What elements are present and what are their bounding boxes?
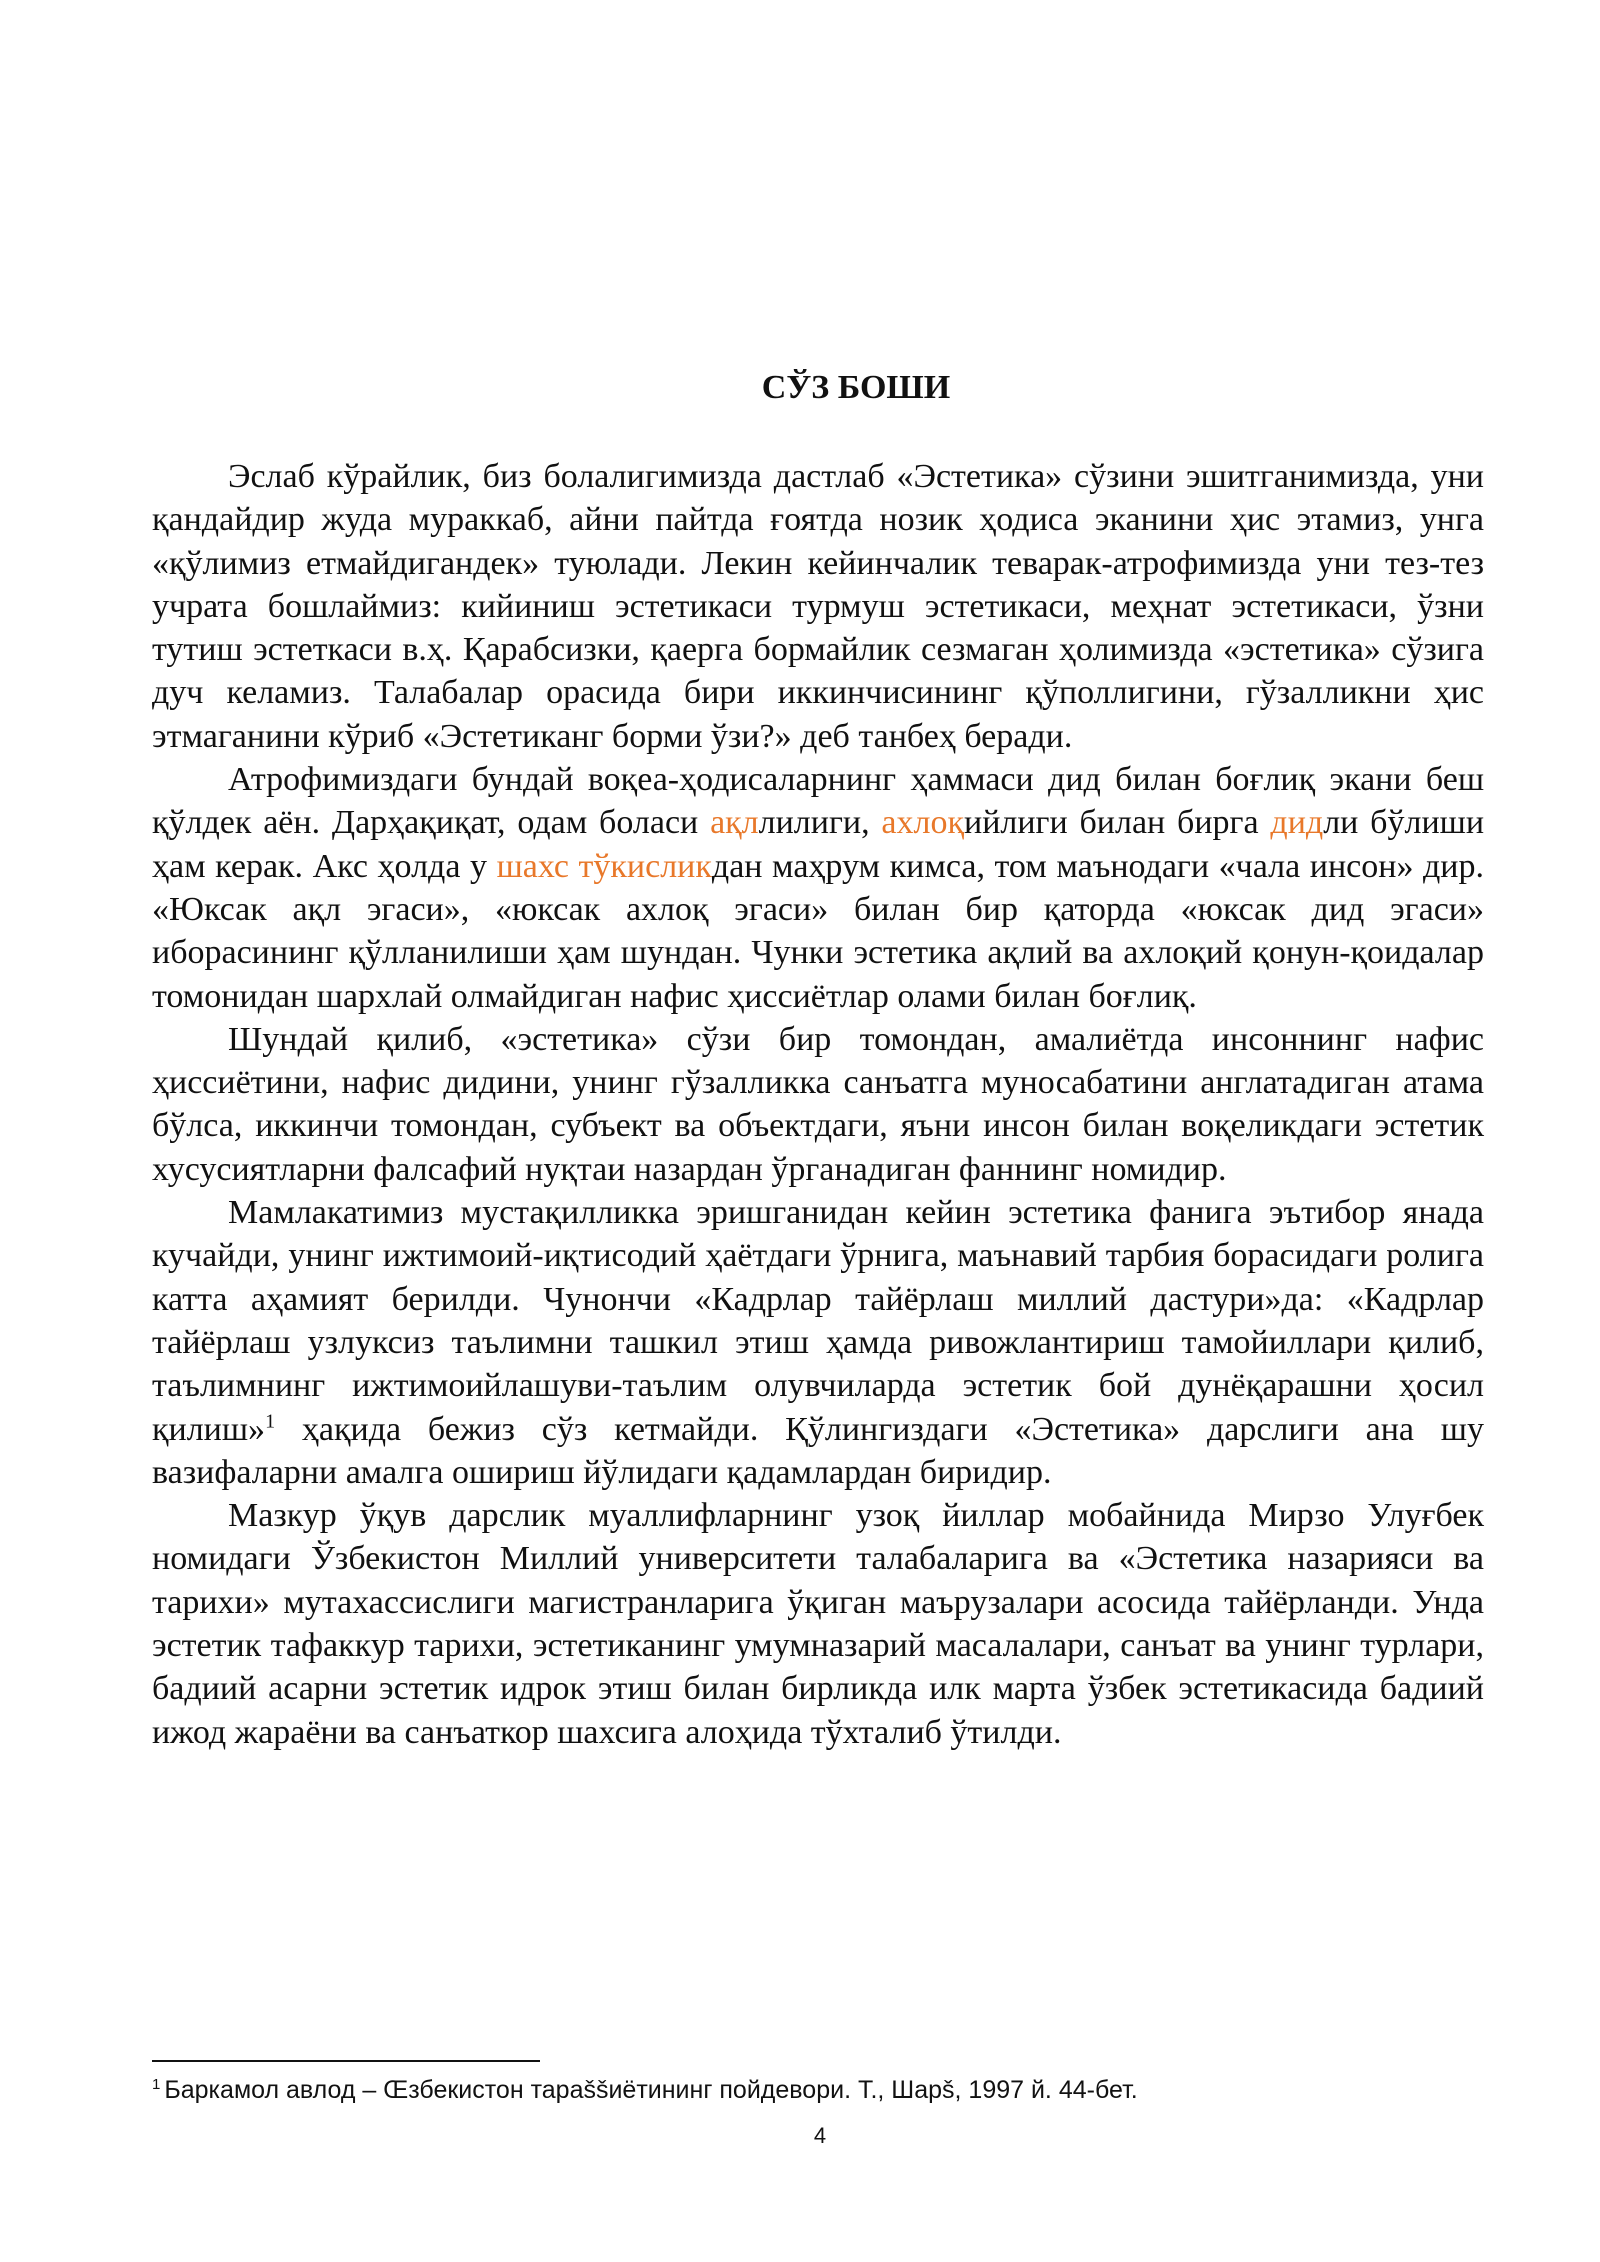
highlight-shaxs-tukislik: шахс тўкислик	[496, 847, 712, 885]
paragraph-2-text: лилиги,	[758, 804, 882, 842]
highlight-aql: ақл	[710, 804, 759, 842]
paragraph-2-text: Атрофимиздаги бундай воқеа-ҳодисаларнинг ҳаммаси дид билан боғлиқ экани беш қўлдек аён. Дарҳақиқат, одам боласи	[152, 761, 1484, 842]
paragraph-2-text: ийлиги билан бирга	[964, 804, 1271, 842]
paragraph-2-text: дан маҳрум кимса, том маънодаги «чала инсон» дир. «Юксак ақл эгаси», «юксак ахлоқ эгаси» билан бир қаторда «юксак дид эгаси» иборасининг қўлланилиши ҳам шундан. Чунки эстетика ақлий ва ахлоқий қонун-қоидалар томонидан шархлай олмайдиган нафис ҳиссиётлар олами билан боғлиқ.	[152, 847, 1485, 1015]
paragraph-2-text: ли бўлиши ҳам керак. Акс ҳолда у	[152, 804, 1485, 885]
paragraph-4-text: Мамлакатимиз мустақилликка эришганидан кейин эстетика фанига эътибор янада кучайди, унинг ижтимоий-иқтисодий ҳаётдаги ўрнига, маънавий тарбия борасидаги ролига катта аҳамият берилди. Чунончи «Кадрлар тайёрлаш миллий дастури»да: «Кадрлар тайёрлаш узлуксиз таълимни ташкил этиш ҳамда ривожлантириш тамойиллари қилиб, таълимнинг ижтимоийлашуви-таълим олувчиларда эстетик бой дунёқарашни ҳосил қилиш»	[152, 1194, 1484, 1448]
highlight-did: дид	[1270, 804, 1324, 842]
footnote-mark: 1	[152, 2075, 161, 2093]
body-text	[152, 455, 1484, 1754]
footnote-text: Баркамол авлод – Œзбекистон тараššиётининг пойдевори. Т., Шарš, 1997 й. 44-бет.	[164, 2076, 1138, 2104]
paragraph-2	[152, 758, 1484, 1018]
footnote-divider	[152, 2060, 540, 2062]
footnote	[152, 2074, 1484, 2106]
footnote-reference[interactable]: 1	[265, 1410, 276, 1433]
paragraph-4	[152, 1191, 1484, 1494]
paragraph-4-text: ҳақида бежиз сўз кетмайди. Қўлингиздаги «Эстетика» дарслиги ана шу вазифаларни амалга ошириш йўлидаги қадамлардан биридир.	[152, 1410, 1484, 1491]
paragraph-1: Эслаб кўрайлик, биз болалигимизда дастлаб «Эстетика» сўзини эшитганимизда, уни қандайдир жуда мураккаб, айни пайтда ғоятда нозик ҳодиса эканини ҳис этамиз, унга «қўлимиз етмайдигандек» туюлади. Лекин кейинчалик теварак-атрофимизда уни тез-тез учрата бошлаймиз: кийиниш эстетикаси турмуш эстетикаси, меҳнат эстетикаси, ўзни тутиш эстеткаси в.ҳ. Қарабсизки, қаерга бормайлик сезмаган ҳолимизда «эстетика» сўзига дуч келамиз. Талабалар орасида бири иккинчисининг қўполлигини, гўзалликни ҳис этмаганини кўриб «Эстетиканг борми ўзи?» деб танбеҳ беради.	[152, 458, 1484, 755]
paragraph-5: Мазкур ўқув дарслик муаллифларнинг узоқ йиллар мобайнида Мирзо Улуғбек номидаги Ўзбекистон Миллий университети талабаларига ва «Эстетика назарияси ва тарихи» мутахассислиги магистранларига ўқиган маърузалари асосида тайёрланди. Унда эстетик тафаккур тарихи, эстетиканинг умумназарий масалалари, санъат ва унинг турлари, бадиий асарни эстетик идрок этиш билан бирликда илк марта ўзбек эстетикасида бадиий ижод жараёни ва санъаткор шахсига алоҳида тўхталиб ўтилди.	[152, 1497, 1484, 1751]
page-title: СЎЗ БОШИ	[761, 369, 951, 406]
paragraph-3: Шундай қилиб, «эстетика» сўзи бир томондан, амалиётда инсоннинг нафис ҳиссиётини, нафис дидини, унинг гўзалликка санъатга муносабатини англатадиган атама бўлса, иккинчи томондан, субъект ва объектдаги, яъни инсон билан воқеликдаги эстетик хусусиятларни фалсафий нуқтаи назардан ўрганадиган фаннинг номидир.	[152, 1020, 1484, 1188]
page-number: 4	[813, 2123, 827, 2148]
highlight-axloq: ахлоқ	[881, 804, 964, 842]
